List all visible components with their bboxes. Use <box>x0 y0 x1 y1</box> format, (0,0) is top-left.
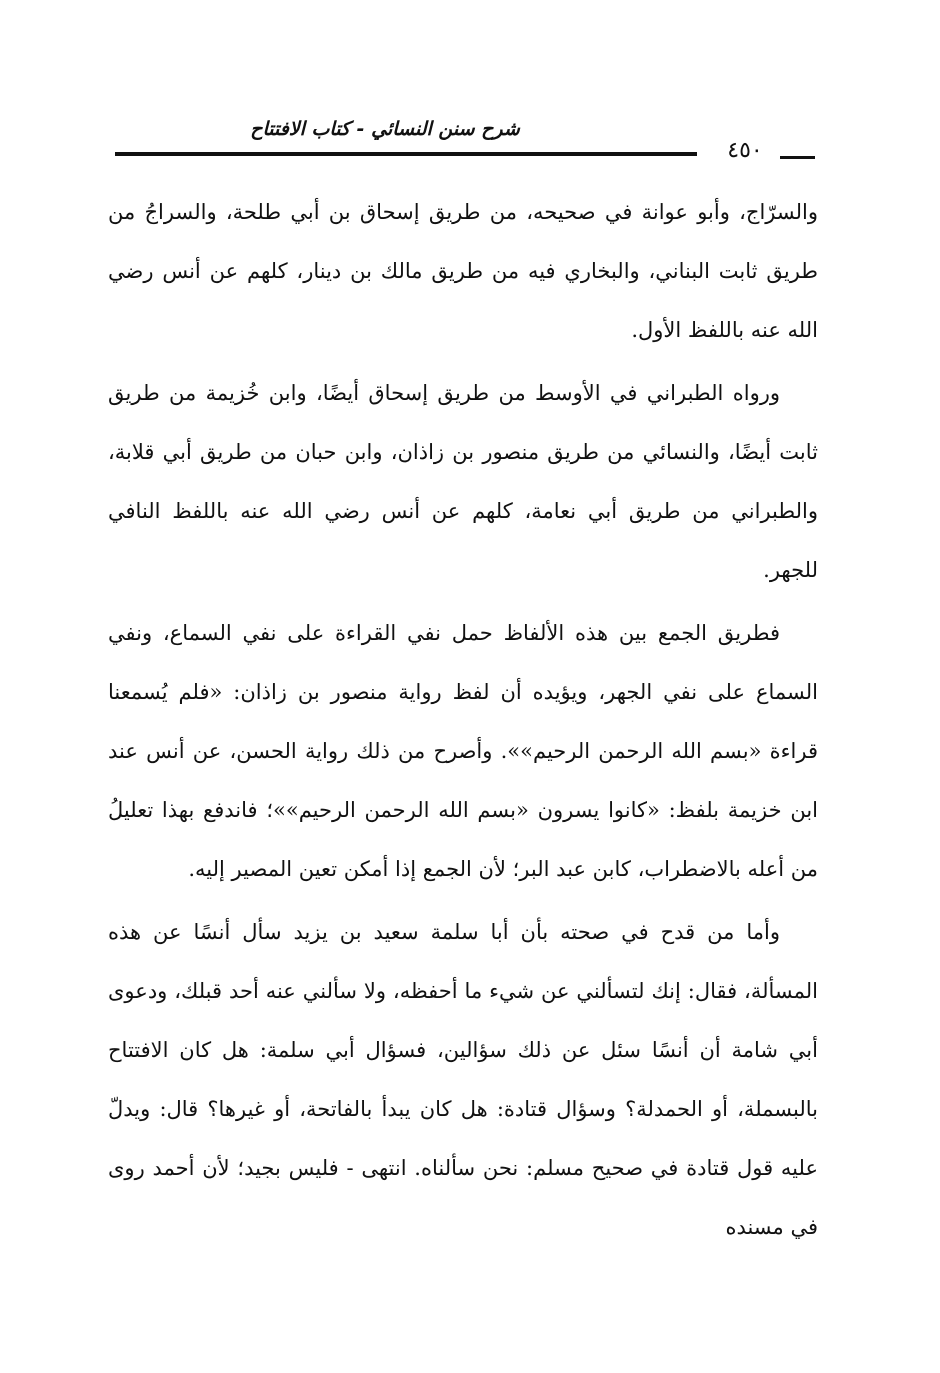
page-number: ٤٥٠ <box>727 138 763 163</box>
running-title: شرح سنن النسائي - كتاب الافتتاح <box>250 118 520 140</box>
page-number-rule <box>780 156 815 159</box>
page-header <box>115 110 815 162</box>
paragraph-3: فطريق الجمع بين هذه الألفاظ حمل نفي القراءة على نفي السماع، ونفي السماع على نفي الجهر، ويؤيده أن لفظ رواية منصور بن زاذان: «فلم يُسمعنا قراءة «بسم الله الرحمن الرحيم»». وأصرح من ذلك رواية الحسن، عن أنس عند ابن خزيمة بلفظ: «كانوا يسرون «بسم الله الرحمن الرحيم»»؛ فاندفع بهذا تعليلُ من أعله بالاضطراب، كابن عبد البر؛ لأن الجمع إذا أمكن تعين المصير إليه. <box>108 621 818 881</box>
paragraph-4: وأما من قدح في صحته بأن أبا سلمة سعيد بن يزيد سأل أنسًا عن هذه المسألة، فقال: إنك لتسألني عن شيء ما أحفظه، ولا سألني عنه أحد قبلك، ودعوى أبي شامة أن أنسًا سئل عن ذلك سؤالين، فسؤال أبي سلمة: هل كان الافتتاح بالبسملة، أو الحمدلة؟ وسؤال قتادة: هل كان يبدأ بالفاتحة، أو غيرها؟ قال: ويدلّ عليه قول قتادة في صحيح مسلم: نحن سألناه. انتهى - فليس بجيد؛ لأن أحمد روى في مسنده <box>108 920 818 1239</box>
body-text <box>108 183 818 1257</box>
header-rule <box>115 152 697 156</box>
paragraph-2: ورواه الطبراني في الأوسط من طريق إسحاق أيضًا، وابن خُزيمة من طريق ثابت أيضًا، والنسائي من طريق منصور بن زاذان، وابن حبان من طريق أبي قلابة، والطبراني من طريق أبي نعامة، كلهم عن أنس رضي الله عنه باللفظ النافي للجهر. <box>108 381 818 582</box>
paragraph-1: والسرّاج، وأبو عوانة في صحيحه، من طريق إسحاق بن أبي طلحة، والسراجُ من طريق ثابت البناني، والبخاري فيه من طريق مالك بن دينار، كلهم عن أنس رضي الله عنه باللفظ الأول. <box>108 200 818 342</box>
